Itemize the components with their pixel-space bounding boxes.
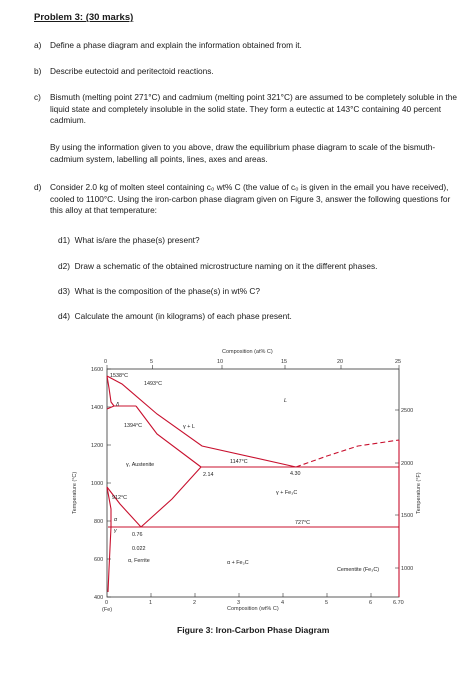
top-tick-label: 0	[104, 359, 108, 365]
iron-carbon-phase-diagram	[62, 344, 422, 624]
right-tick-label: 2500	[401, 408, 414, 414]
question-text: Consider 2.0 kg of molten steel containing c₀ wt% C (the value of c₀ is given in the email you have received), cooled to 1100°C. Using the iron-carbon phase diagram given on Figure 3, answer the following questions for this alloy at that temperature:	[50, 182, 451, 215]
bottom-axis	[105, 593, 404, 606]
label-1394: 1394°C	[124, 423, 143, 429]
left-tick-label: 1600	[91, 367, 104, 373]
diagram-labels	[110, 373, 379, 573]
label-liquid: L	[284, 398, 287, 404]
bottom-tick-label: 1	[149, 600, 153, 606]
acm-line	[141, 467, 201, 527]
bottom-axis-label: Composition (wt% C)	[227, 606, 279, 612]
bottom-tick-label: 0	[105, 600, 109, 606]
label-1538: 1538°C	[110, 373, 129, 379]
top-tick-label: 20	[337, 359, 344, 365]
figure-caption: Figure 3: Iron-Carbon Phase Diagram	[177, 625, 330, 635]
left-tick-label: 400	[94, 595, 104, 601]
left-axis-label: Temperature (°C)	[72, 471, 78, 514]
top-axis-label: Composition (at% C)	[222, 349, 273, 355]
plot-frame	[107, 369, 399, 597]
liquidus-right	[296, 440, 399, 467]
fe-label: (Fe)	[102, 607, 113, 613]
phase-boundaries	[107, 376, 399, 597]
a3-line	[107, 487, 141, 527]
question-label: b)	[34, 66, 42, 76]
subquestion-text: Draw a schematic of the obtained microstructure naming on it the different phases.	[74, 261, 378, 271]
right-tick-label: 1000	[401, 566, 414, 572]
left-tick-label: 800	[94, 519, 104, 525]
top-axis	[104, 359, 401, 369]
subquestion-text: Calculate the amount (in kilograms) of each phase present.	[74, 311, 292, 321]
label-0022: 0.022	[132, 546, 146, 552]
subquestion-d3	[58, 286, 260, 298]
phase-diagram-svg	[62, 344, 422, 619]
label-ferrite: α, Ferrite	[128, 558, 150, 564]
subquestion-d4	[58, 311, 292, 323]
liquidus-left	[107, 376, 296, 467]
question-label: c)	[34, 92, 41, 102]
subquestion-label: d2)	[58, 261, 70, 271]
left-tick-label: 1000	[91, 481, 104, 487]
label-076: 0.76	[132, 532, 143, 538]
label-912: 912°C	[112, 495, 128, 501]
label-cementite: Cementite (Fe₃C)	[337, 567, 380, 573]
question-text: Bismuth (melting point 271°C) and cadmium (melting point 321°C) are assumed to be completely soluble in the liquid state and completely insoluble in the solid state. They form a eutectic at 143°C containing 40 percent cadmium.	[50, 92, 457, 125]
label-1147: 1147°C	[230, 459, 248, 465]
label-delta: δ	[116, 402, 119, 408]
label-gamma-l: γ + L	[183, 424, 195, 430]
top-tick-label: 5	[150, 359, 154, 365]
top-tick-label: 15	[281, 359, 288, 365]
subquestion-d2	[58, 261, 377, 273]
left-tick-label: 600	[94, 557, 104, 563]
subquestion-label: d4)	[58, 311, 70, 321]
question-text: Describe eutectoid and peritectoid reactions.	[50, 66, 214, 76]
subquestion-d1	[58, 235, 200, 247]
right-axis-label: Temperature (°F)	[416, 472, 422, 514]
bottom-tick-label: 4	[281, 600, 285, 606]
label-727: 727°C	[295, 520, 311, 526]
right-tick-label: 2000	[401, 461, 414, 467]
left-tick-label: 1200	[91, 443, 104, 449]
top-tick-label: 25	[395, 359, 402, 365]
question-label: a)	[34, 40, 42, 50]
right-axis	[395, 408, 413, 572]
problem-title: Problem 3: (30 marks)	[34, 12, 134, 23]
bottom-tick-label: 6.70	[393, 600, 404, 606]
label-430: 4.30	[290, 471, 301, 477]
label-1493: 1493°C	[144, 381, 163, 387]
label-214: 2.14	[203, 472, 214, 478]
label-gamma-fe3c: γ + Fe₃C	[276, 490, 298, 496]
left-axis	[91, 367, 111, 601]
left-tick-label: 1400	[91, 405, 104, 411]
subquestion-label: d1)	[58, 235, 70, 245]
question-text-2: By using the information given to you above, draw the equilibrium phase diagram to scale of the bismuth-cadmium system, labelling all points, lines, axes and areas.	[50, 142, 436, 164]
delta-boundary	[107, 376, 114, 406]
bottom-tick-label: 2	[193, 600, 197, 606]
label-alpha: α	[114, 517, 118, 523]
bottom-tick-label: 3	[237, 600, 241, 606]
delta-gamma-boundary	[107, 406, 114, 409]
label-alpha-fe3c: α + Fe₃C	[227, 560, 249, 566]
subquestion-label: d3)	[58, 286, 70, 296]
solidus	[136, 406, 201, 467]
bottom-tick-label: 6	[369, 600, 373, 606]
alpha-solvus	[108, 527, 111, 592]
bottom-tick-label: 5	[325, 600, 329, 606]
label-austenite: γ, Austenite	[126, 462, 155, 468]
subquestion-text: What is the composition of the phase(s) in wt% C?	[74, 286, 261, 296]
top-tick-label: 10	[217, 359, 224, 365]
right-tick-label: 1500	[401, 513, 414, 519]
subquestion-text: What is/are the phase(s) present?	[74, 235, 200, 245]
question-text: Define a phase diagram and explain the information obtained from it.	[50, 40, 302, 50]
label-gamma-small: γ	[114, 528, 117, 534]
question-label: d)	[34, 182, 42, 192]
